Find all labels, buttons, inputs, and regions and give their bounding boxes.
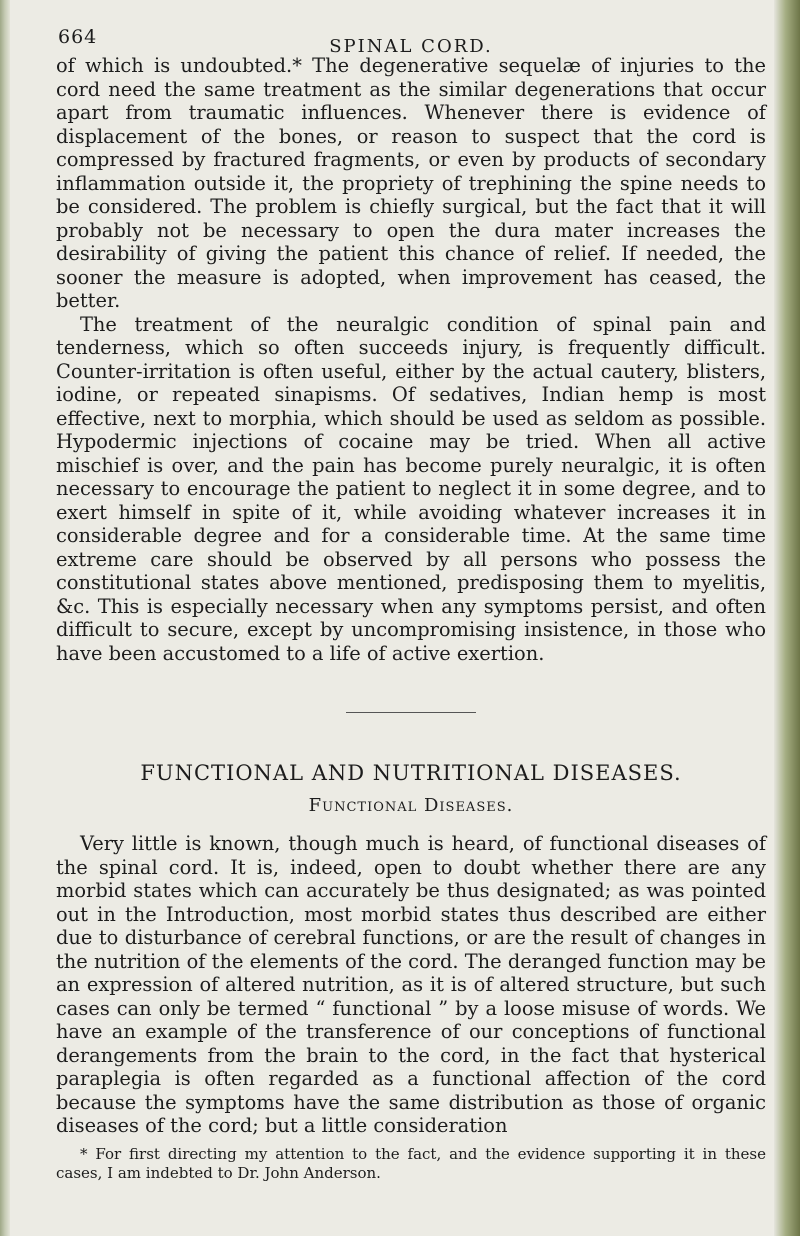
subsection-heading: Functional Diseases. — [308, 795, 514, 816]
book-page — [56, 14, 766, 1183]
body-paragraph-functional: Very little is known, though much is heard, of functional diseases of the spinal cord. It is, indeed, open to doubt whether there are any morbid states which can accurately be thus designated; as was pointed out in the Introduction, most morbid states thus described are either due to disturbance of cerebral functions, or are the result of changes in the nutrition of the elements of the cord. The deranged function may be an expression of altered nutrition, as it is of altered structure, but such cases can only be termed “ functional ” by a loose misuse of words. We have an example of the transference of our conceptions of functional derangements from the brain to the cord, in the fact that hysterical paraplegia is often regarded as a functional affection of the cord because the symptoms have the same distribution as those of organic diseases of the cord; but a little consideration — [56, 832, 766, 1137]
running-head — [56, 14, 766, 57]
page-left-edge-shadow — [0, 0, 10, 1236]
section-heading: FUNCTIONAL AND NUTRITIONAL DISEASES. — [140, 761, 682, 785]
footnote: * For first directing my attention to the fact, and the evidence supporting it in these cases, I am indebted to Dr. John Anderson. — [56, 1144, 766, 1182]
body-paragraph-continued: of which is undoubted.* The degenerative sequelæ of injuries to the cord need the same treatment as the similar degenerations that occur apart from traumatic influences. Whenever there is evidence of displacement of the bones, or reason to suspect that the cord is compressed by fractured fragments, or even by products of secondary inflammation outside it, the propriety of trephining the spine needs to be considered. The problem is chiefly surgical, but the fact that it will probably not be necessary to open the dura mater increases the desirability of giving the patient this chance of relief. If needed, the sooner the measure is adopted, when improvement has ceased, the better. — [56, 54, 766, 312]
section-divider-rule — [346, 712, 476, 713]
running-title: SPINAL CORD. — [329, 36, 493, 57]
book-spine-edge — [774, 0, 800, 1236]
body-paragraph-treatment: The treatment of the neuralgic condition of spinal pain and tenderness, which so often succeeds injury, is frequently difficult. Counter-irritation is often useful, either by the actual cautery, blisters, iodine, or repeated sinapisms. Of sedatives, Indian hemp is most effective, next to morphia, which should be used as seldom as possible. Hypodermic injections of cocaine may be tried. When all active mischief is over, and the pain has become purely neuralgic, it is often necessary to encourage the patient to neglect it in some degree, and to exert himself in spite of it, while avoiding whatever increases it in considerable degree and for a considerable time. At the same time extreme care should be observed by all persons who possess the constitutional states above mentioned, predisposing them to myelitis, &c. This is especially necessary when any symptoms persist, and often difficult to secure, except by uncompromising insistence, in those who have been accustomed to a life of active exertion. — [56, 312, 766, 665]
page-number: 664 — [58, 26, 98, 48]
